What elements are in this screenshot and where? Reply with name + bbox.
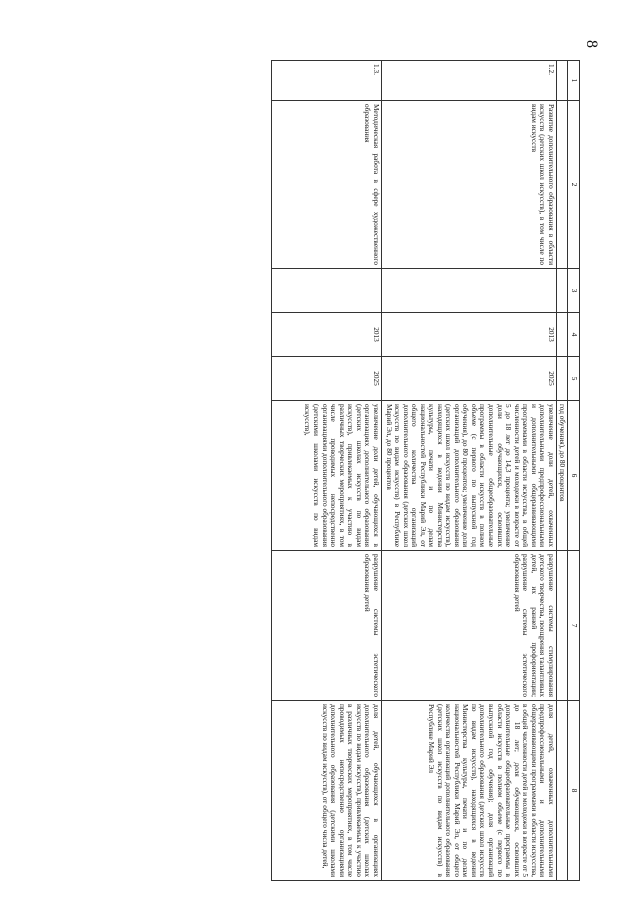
continuation-row — [556, 61, 568, 881]
header-cell-8: 8 — [568, 701, 580, 881]
row-start-year: 2013 — [381, 313, 556, 357]
row-end-year: 2025 — [271, 357, 381, 401]
table-row — [381, 61, 556, 881]
page-number: 8 — [583, 40, 600, 48]
row-consequences: разрушение системы эстетического образования детей — [271, 551, 381, 701]
row-end-year: 2025 — [381, 357, 556, 401]
row-expected-result: увеличение доли детей, охваченных дополнительными предпрофессиональными и дополнительными общеразвивающими программами в области искусства, в общей численности детей и молодежи в возрасте от 5 до 18 лет до 14,3 процента; увеличение доли обучающихся, освоивших дополнительные общеобразовательные программы в области искусств в полном объеме (с первого по выпускной год обучения), до 80 процентов; увеличение доли организаций дополнительного образования (детских школ искусств по видам искусств), находящихся в ведении Министерства культуры, печати и по делам национальностей Республики Марий Эл, от общего количества организаций дополнительного образования (детских школ искусств по видам искусств) в Республике Марий Эл, до 80 процентов — [381, 401, 556, 551]
header-cell-2: 2 — [568, 101, 580, 269]
header-cell-6: 6 — [568, 401, 580, 551]
continuation-text: год обучения), до 80 процентов — [556, 401, 568, 551]
program-table — [271, 60, 580, 881]
rotated-table-container — [120, 60, 580, 880]
table-row — [271, 61, 381, 881]
row-number: 1.3. — [271, 61, 381, 101]
header-cell-7: 7 — [568, 551, 580, 701]
row-executor — [271, 269, 381, 313]
header-cell-5: 5 — [568, 357, 580, 401]
row-expected-result: увеличение доли детей, обучающихся в организациях дополнительного образования (детских школах искусств по видам искусств), привлекаемых к участию в различных творческих мероприятиях, в том числе проводимых непосредственно организациями дополнительного образования (детскими школами искусств по видам искусств), — [271, 401, 381, 551]
row-activity-name: Методическая работа в сфере художественного образования — [271, 101, 381, 269]
row-indicators: доля детей, обучающихся в организациях дополнительного образования (детских школах искусств по видам искусств), привлекаемых к участию в различных творческих мероприятиях, в том числе проводимых непосредственно организациями дополнительного образования (детскими школами искусств по видам искусств), от общего числа детей, — [271, 701, 381, 881]
header-cell-3: 3 — [568, 269, 580, 313]
header-cell-4: 4 — [568, 313, 580, 357]
row-start-year: 2013 — [271, 313, 381, 357]
row-indicators: доля детей, охваченных дополнительными предпрофессиональными и дополнительными общеразвивающими программами в области искусства, в общей численности детей и молодежи в возрасте от 5 до 18 лет; доля обучающихся, освоивших дополнительные общеобразовательные программы в области искусств в полном объеме (с первого по выпускной год обучения); доля организаций дополнительного образования (детских школ искусств по видам искусств), находящихся в ведении Министерства культуры, печати и по делам национальностей Республики Марий Эл, от общего количества организаций дополнительного образования (детских школ искусств по видам искусств) в Республике Марий Эл — [381, 701, 556, 881]
header-cell-1: 1 — [568, 61, 580, 101]
row-executor — [381, 269, 556, 313]
row-activity-name: Развитие дополнительного образования в области искусств (детских школ искусств), в том числе по видам искусств — [381, 101, 556, 269]
row-consequences: разрушение системы стимулирования детского творчества, поощрения талантливых детей, их ранней профориентации; разрушение системы эстетического образования детей — [381, 551, 556, 701]
row-number: 1.2. — [381, 61, 556, 101]
header-row — [568, 61, 580, 881]
